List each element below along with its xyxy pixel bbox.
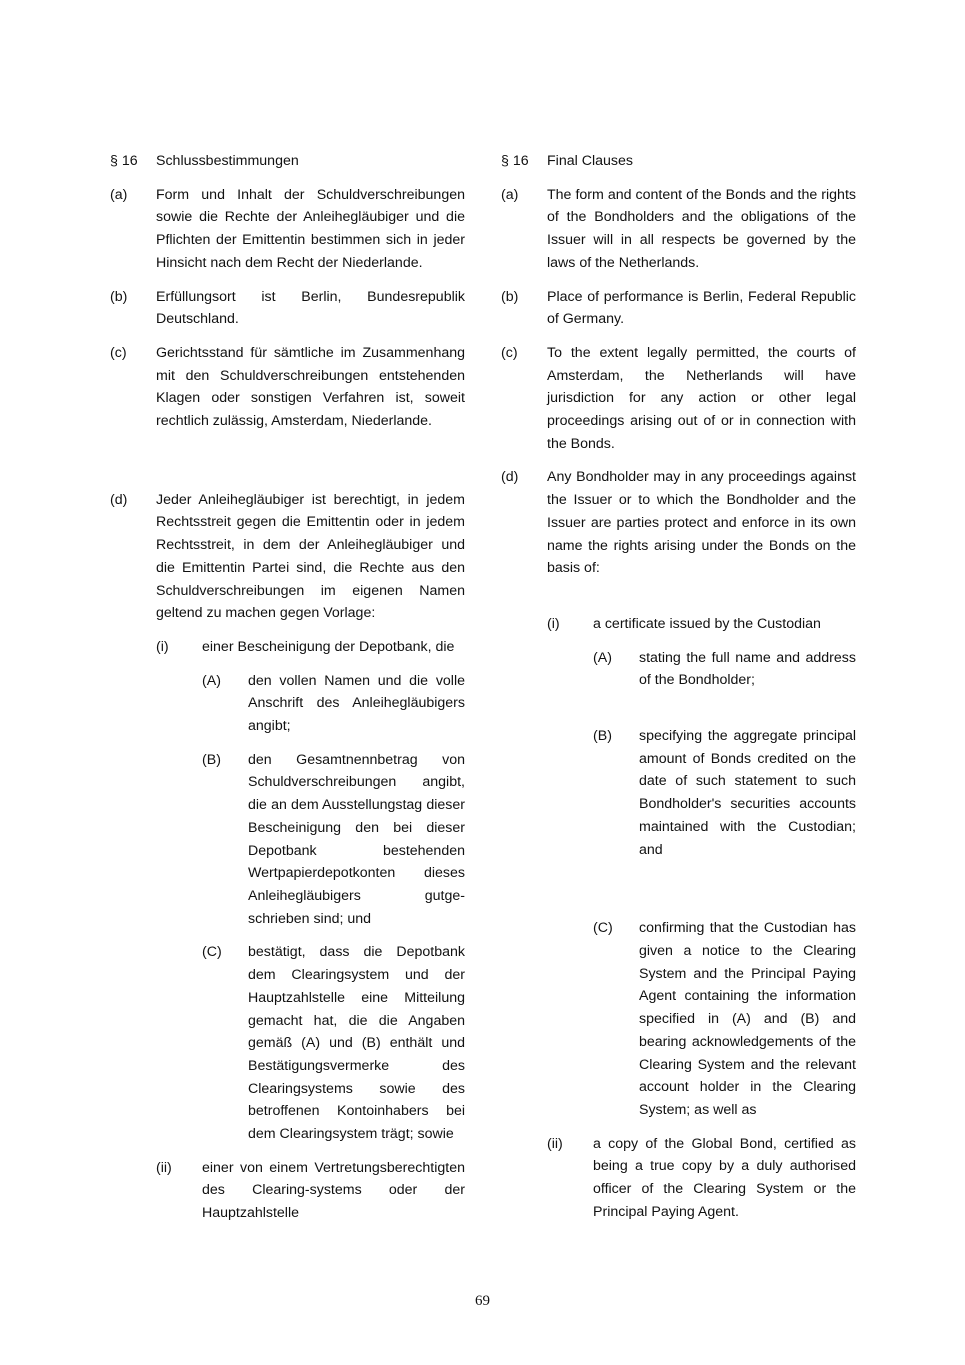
subitem-text: specifying the aggregate principal amount of Bonds credited on the date of such statement to such Bondholder's securities accounts maintained with the Custodian; and [639, 728, 856, 858]
clause-text: Any Bondholder may in any proceedings against the Issuer or to which the Bondholder and the Issuer are parties protect and enforce in its own name the rights arising under the Bonds on the basis of: [547, 469, 856, 577]
clause-text: Jeder Anleihegläubiger ist berechtigt, in jedem Rechtsstreit gegen die Emittentin oder in jedem Rechtsstreit, in dem der Anleihegläubiger und die Emittentin Partei sind, die Rechte aus den Schuldverschreibungen im eigenen Namen geltend zu machen gegen Vorlage: [156, 491, 465, 622]
section-number-de: § 16 [110, 153, 138, 169]
subitem-A-en [501, 647, 856, 692]
clause-text: Gerichtsstand für sämtliche im Zusammenhang mit den Schuldverschreibungen entstehenden Klagen oder sonstigen Verfahren ist, soweit rechtlich zulässig, Amsterdam, Niederlande. [156, 344, 465, 430]
subclause-label: (ii) [156, 1159, 172, 1176]
subitem-C-en [501, 917, 856, 1121]
clause-a-en [501, 184, 856, 275]
clause-text: To the extent legally permitted, the courts of Amsterdam, the Netherlands will have jurisdiction for any action or other legal proceedings arising out of or in connection with the Bonds. [547, 344, 856, 452]
german-column [110, 150, 465, 1236]
clause-text: The form and content of the Bonds and the rights of the Bondholders and the obligations of the Issuer will in all respects be governed by the laws of the Netherlands. [547, 186, 856, 271]
section-heading-de [110, 150, 465, 173]
subitem-text: bestätigt, dass die Depotbank dem Clearingsystem und der Hauptzahlstelle eine Mitteilung gemacht hat, die die Angaben gemäß (A) und (B) enthält und Bestätigungsvermerke des Clearingsystems sowie des betroffenen Kontoinhabers bei dem Clearingsystem trägt; sowie [248, 944, 465, 1143]
subitem-text: stating the full name and address of the Bondholder; [639, 649, 856, 689]
subclause-label: (i) [547, 615, 560, 632]
clause-label: (c) [110, 344, 127, 361]
clause-label: (c) [501, 344, 518, 361]
clause-label: (d) [110, 491, 128, 508]
subitem-text: den Gesamtnennbetrag von Schuldverschreibungen angibt, die an dem Ausstellungstag dieser Bescheinigung den bei dieser Depotbank bestehenden Wertpapierdepotkonten dieses Anleihegläubigers gutge-schrieben sind; und [248, 751, 465, 927]
subclause-text: a certificate issued by the Custodian [593, 615, 821, 632]
subclause-label: (ii) [547, 1135, 563, 1152]
subitem-label: (B) [593, 728, 612, 745]
section-title-en: Final Clauses [547, 153, 633, 169]
subitem-label: (B) [202, 751, 221, 768]
clause-b-en [501, 286, 856, 331]
clause-label: (a) [110, 186, 128, 203]
subitem-B-en [501, 725, 856, 861]
subitem-text: den vollen Namen und die volle Anschrift des Anleihegläubigers angibt; [248, 672, 465, 735]
clause-c-en [501, 342, 856, 456]
subitem-B-de [110, 749, 465, 931]
subclause-text: einer von einem Vertretungsberechtigten des Clearing-systems oder der Hauptzahlstelle [202, 1159, 465, 1222]
clause-text: Place of performance is Berlin, Federal Republic of Germany. [547, 288, 856, 328]
subclause-ii-de [110, 1157, 465, 1225]
clause-b-de [110, 286, 465, 331]
subclause-ii-en [501, 1133, 856, 1224]
english-column [501, 150, 856, 1234]
subitem-A-de [110, 670, 465, 738]
clause-label: (d) [501, 469, 519, 486]
clause-label: (b) [501, 288, 519, 305]
subclause-i-de [110, 636, 465, 659]
section-title-de: Schlussbestimmungen [156, 153, 299, 169]
clause-d-en [501, 466, 856, 580]
subitem-text: confirming that the Custodian has given a notice to the Clearing System and the Principal Paying Agent containing the information specified in (A) and (B) and bearing acknowledgements of the Clearing System and the relevant account holder in the Clearing System; as well as [639, 920, 856, 1118]
subitem-label: (C) [202, 944, 222, 961]
subclause-i-en [501, 613, 856, 636]
subclause-text: einer Bescheinigung der Depotbank, die [202, 638, 455, 655]
section-heading-en [501, 150, 856, 173]
subitem-label: (C) [593, 920, 613, 937]
subitem-label: (A) [593, 649, 612, 666]
clause-d-de [110, 489, 465, 625]
page-number: 69 [475, 1293, 490, 1309]
clause-text: Form und Inhalt der Schuldverschreibungen sowie die Rechte der Anleihegläubiger und die Pflichten der Emittentin bestimmen sich in jeder Hinsicht nach dem Recht der Niederlande. [156, 186, 465, 271]
subclause-label: (i) [156, 638, 169, 655]
clause-label: (a) [501, 186, 519, 203]
clause-a-de [110, 184, 465, 275]
section-number-en: § 16 [501, 153, 529, 169]
clause-text: Erfüllungsort ist Berlin, Bundesrepublik Deutschland. [156, 288, 465, 328]
subitem-label: (A) [202, 672, 221, 689]
subclause-text: a copy of the Global Bond, certified as being a true copy by a duly authorised officer of the Clearing System or the Principal Paying Agent. [593, 1135, 856, 1220]
subitem-C-de [110, 941, 465, 1145]
clause-label: (b) [110, 288, 128, 305]
clause-c-de [110, 342, 465, 433]
